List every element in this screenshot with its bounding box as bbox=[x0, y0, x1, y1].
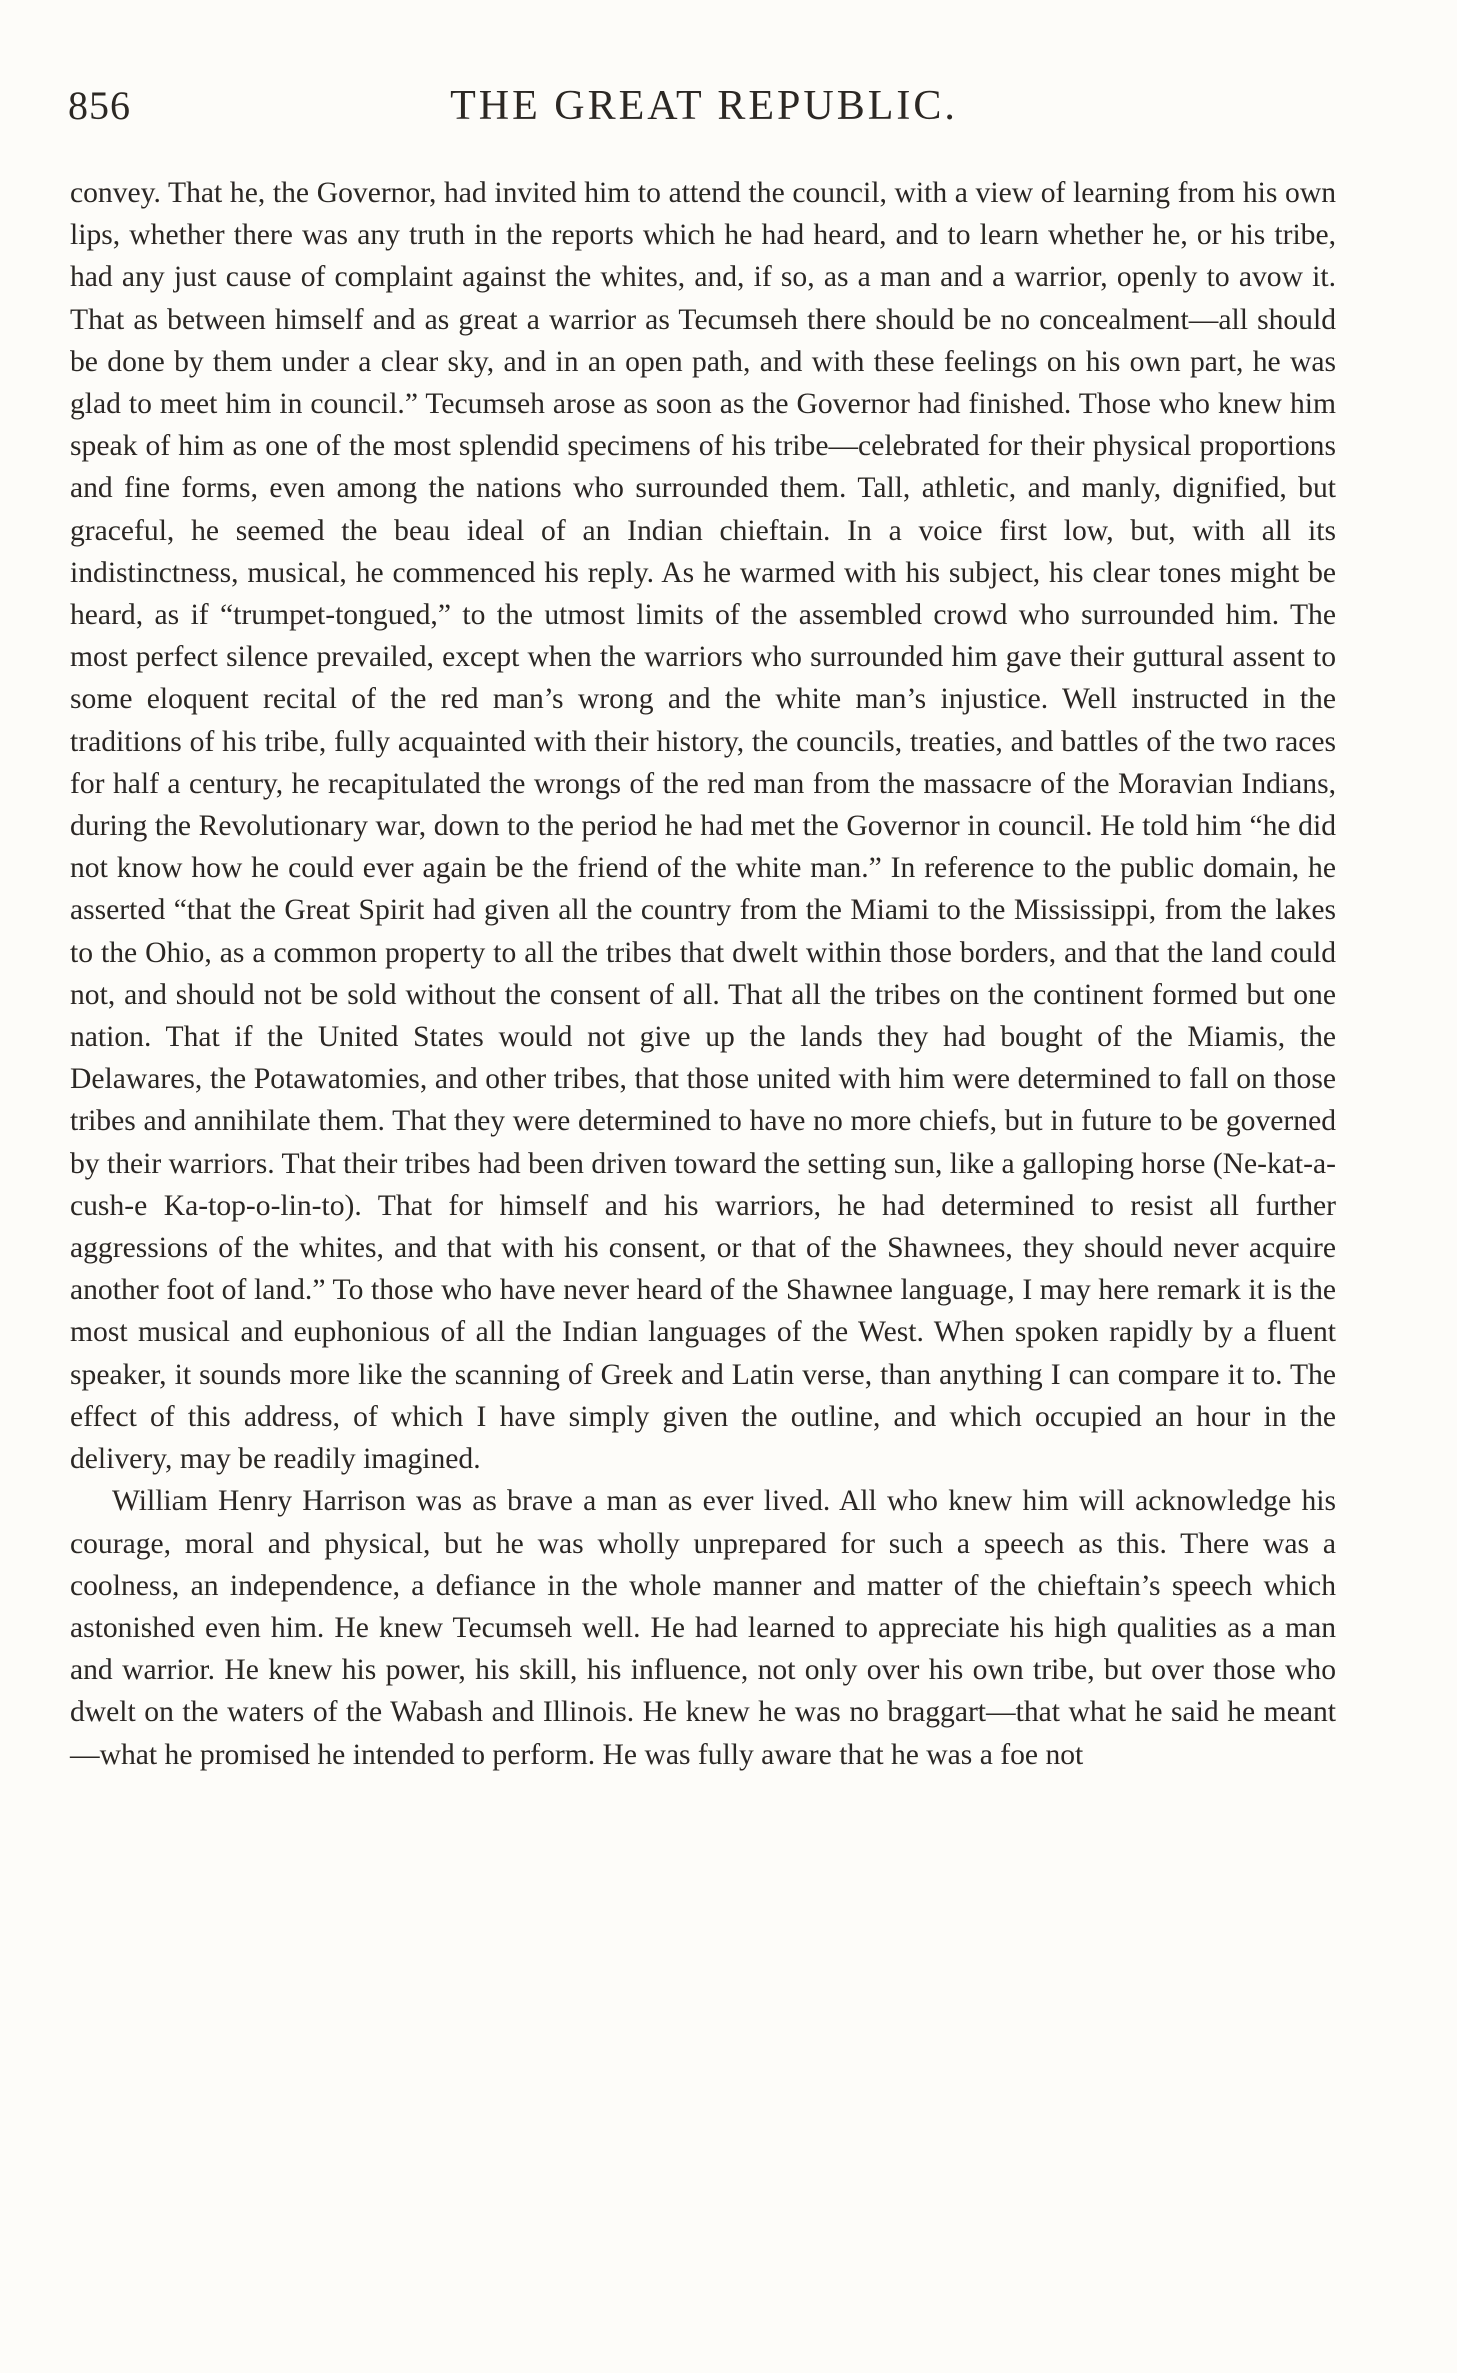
running-head bbox=[68, 82, 1340, 142]
paragraph-harrison: William Henry Harrison was as brave a man as ever lived. All who knew him will acknowledge his courage, moral and physical, but he was wholly unprepared for such a speech as this. There was a coolness, an independence, a defiance in the whole manner and matter of the chieftain’s speech which astonished even him. He knew Tecumseh well. He had learned to appreciate his high qualities as a man and warrior. He knew his power, his skill, his influence, not only over his own tribe, but over those who dwelt on the waters of the Wabash and Illinois. He knew he was no braggart—that what he said he meant—what he promised he intended to perform. He was fully aware that he was a foe not bbox=[70, 1485, 1336, 1771]
body-text bbox=[70, 172, 1336, 1776]
page-number: 856 bbox=[68, 83, 131, 128]
running-title: THE GREAT REPUBLIC. bbox=[450, 83, 958, 129]
paragraph-continued: convey. That he, the Governor, had invited him to attend the council, with a view of learning from his own lips, whether there was any truth in the reports which he had heard, and to learn whether he, or his tribe, had any just cause of complaint against the whites, and, if so, as a man and a warrior, openly to avow it. That as between himself and as great a warrior as Tecumseh there should be no concealment—all should be done by them under a clear sky, and in an open path, and with these feelings on his own part, he was glad to meet him in council.” Tecumseh arose as soon as the Governor had finished. Those who knew him speak of him as one of the most splendid specimens of his tribe—celebrated for their physical proportions and fine forms, even among the nations who surrounded them. Tall, athletic, and manly, dignified, but graceful, he seemed the beau ideal of an Indian chieftain. In a voice first low, but, with all its indistinctness, musical, he commenced his reply. As he warmed with his subject, his clear tones might be heard, as if “trumpet-tongued,” to the utmost limits of the assembled crowd who surrounded him. The most perfect silence prevailed, except when the warriors who surrounded him gave their guttural assent to some eloquent recital of the red man’s wrong and the white man’s injustice. Well instructed in the traditions of his tribe, fully acquainted with their history, the councils, treaties, and battles of the two races for half a century, he recapitulated the wrongs of the red man from the massacre of the Moravian Indians, during the Revolutionary war, down to the period he had met the Governor in council. He told him “he did not know how he could ever again be the friend of the white man.” In reference to the public domain, he asserted “that the Great Spirit had given all the country from the Miami to the Mississippi, from the lakes to the Ohio, as a common property to all the tribes that dwelt within those borders, and that the land could not, and should not be sold without the consent of all. That all the tribes on the continent formed but one nation. That if the United States would not give up the lands they had bought of the Miamis, the Delawares, the Potawatomies, and other tribes, that those united with him were determined to fall on those tribes and annihilate them. That they were determined to have no more chiefs, but in future to be governed by their warriors. That their tribes had been driven toward the setting sun, like a galloping horse (Ne-kat-a-cush-e Ka-top-o-lin-to). That for himself and his warriors, he had determined to resist all further aggressions of the whites, and that with his consent, or that of the Shawnees, they should never acquire another foot of land.” To those who have never heard of the Shawnee language, I may here remark it is the most musical and euphonious of all the Indian languages of the West. When spoken rapidly by a fluent speaker, it sounds more like the scanning of Greek and Latin verse, than anything I can compare it to. The effect of this address, of which I have simply given the outline, and which occupied an hour in the delivery, may be readily imagined. bbox=[70, 177, 1336, 1476]
